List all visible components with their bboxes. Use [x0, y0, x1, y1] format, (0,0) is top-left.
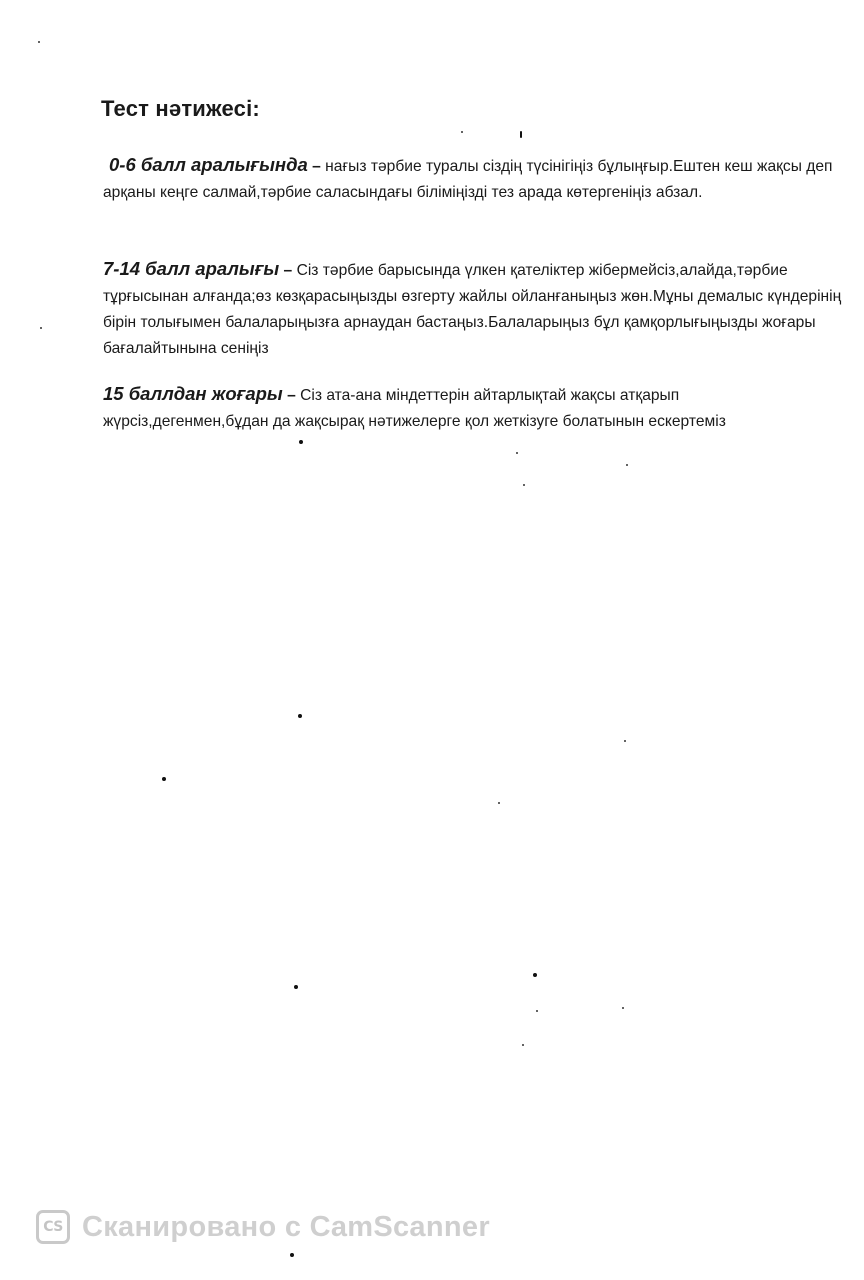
- scan-speck: [38, 41, 40, 43]
- page-title: Тест нәтижесі:: [101, 96, 260, 121]
- scan-speck: [536, 1010, 538, 1012]
- scan-speck: [516, 452, 518, 454]
- scan-speck: [461, 131, 463, 133]
- scan-speck: [522, 1044, 524, 1046]
- section-text: нағыз тәрбие туралы сіздің түсінігіңіз бұлыңғыр.Ештен кеш жақсы деп арқаны кеңге салмай,тәрбие саласындағы біліміңізді тез арада көтергеніңіз абзал.: [103, 158, 833, 201]
- section-text: Сіз тәрбие барысында үлкен қателіктер жібермейсіз,алайда,тәрбие тұрғысынан алғанда;өз көзқарасыңызды өзгерту жайлы ойланғаныңыз жөн.Мұны демалыс күндерінің бірін толығымен балаларыңызға арнаудан бастаңыз.Балаларыңыз бұл қамқорлығыңызды жоғары бағалайтынына сеніңіз: [103, 262, 842, 357]
- section-text: Сіз ата-ана міндеттерін айтарлықтай жақсы атқарып жүрсіз,дегенмен,бұдан да жақсырақ нәтижелерге қол жеткізуге болатынын ескертеміз: [103, 387, 726, 430]
- scan-speck: [626, 464, 628, 466]
- camscanner-watermark: [36, 1210, 490, 1244]
- result-section-high: [103, 381, 843, 435]
- scan-speck: [523, 484, 525, 486]
- section-heading: 0-6 балл аралығында: [109, 154, 308, 175]
- section-heading: 7-14 балл аралығы: [103, 258, 280, 279]
- scan-speck: [290, 1253, 294, 1257]
- scan-speck: [533, 973, 537, 977]
- result-section-mid: [103, 256, 843, 362]
- section-dash: –: [287, 387, 296, 404]
- scan-speck: [520, 131, 522, 138]
- watermark-text: Сканировано с CamScanner: [82, 1210, 490, 1243]
- section-dash: –: [312, 158, 321, 175]
- camscanner-logo-icon: CS: [36, 1210, 70, 1244]
- scan-speck: [294, 985, 298, 989]
- scan-speck: [622, 1007, 624, 1009]
- scan-speck: [162, 777, 166, 781]
- section-dash: –: [283, 262, 293, 279]
- scan-speck: [498, 802, 500, 804]
- scan-speck: [40, 327, 42, 329]
- scan-speck: [298, 714, 302, 718]
- section-heading: 15 баллдан жоғары: [103, 383, 283, 404]
- scan-speck: [624, 740, 626, 742]
- scan-speck: [299, 440, 303, 444]
- result-section-low: [103, 152, 843, 206]
